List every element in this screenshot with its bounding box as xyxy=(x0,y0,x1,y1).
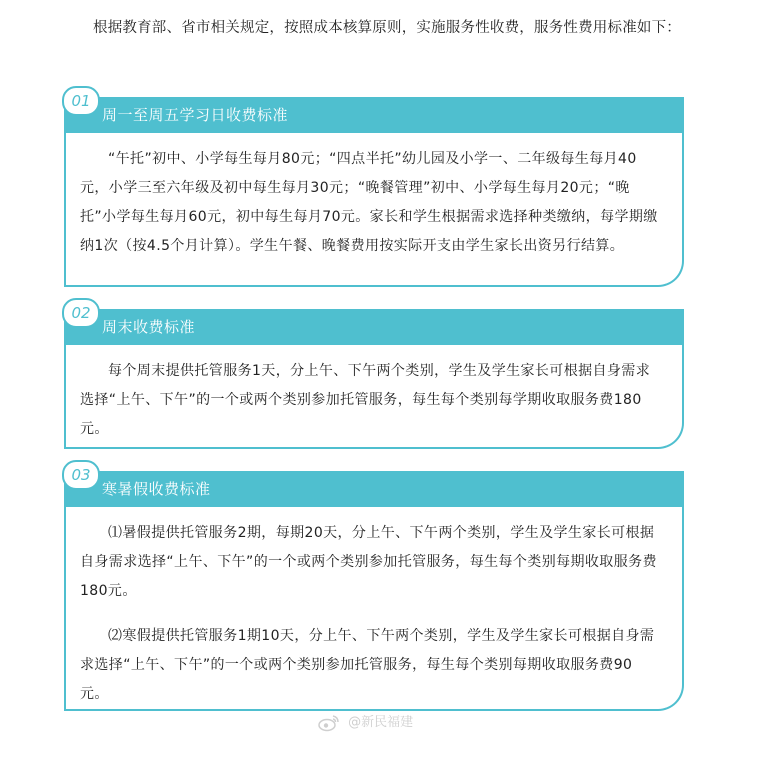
section-header xyxy=(64,471,684,507)
section-body xyxy=(64,507,684,711)
watermark-text: @新民福建 xyxy=(348,715,414,730)
section-title: 寒暑假收费标准 xyxy=(102,480,211,498)
section-paragraph: 每个周末提供托管服务1天，分上午、下午两个类别，学生及学生家长可根据自身需求选择“上午、下午”的一个或两个类别参加托管服务，每生每个类别每学期收取服务费180元。 xyxy=(80,363,651,437)
section-number-badge: 02 xyxy=(62,298,100,328)
section-paragraph: ⑴暑假提供托管服务2期，每期20天，分上午、下午两个类别，学生及学生家长可根据自身需求选择“上午、下午”的一个或两个类别参加托管服务，每生每个类别每期收取服务费180元。 xyxy=(80,525,657,599)
section-body xyxy=(64,345,684,449)
weibo-icon xyxy=(318,714,340,732)
section-paragraph: “午托”初中、小学每生每月80元；“四点半托”幼儿园及小学一、二年级每生每月40元，小学三至六年级及初中每生每月30元；“晚餐管理”初中、小学每生每月20元；“晚托”小学每生每月60元，初中每生每月70元。家长和学生根据需求选择种类缴纳，每学期缴纳1次（按4.5个月计算）。学生午餐、晚餐费用按实际开支由学生家长出资另行结算。 xyxy=(80,151,658,254)
intro-paragraph: 根据教育部、省市相关规定，按照成本核算原则，实施服务性收费，服务性费用标准如下： xyxy=(93,20,681,36)
section-title: 周末收费标准 xyxy=(102,318,196,336)
section-paragraph: ⑵寒假提供托管服务1期10天，分上午、下午两个类别，学生及学生家长可根据自身需求选择“上午、下午”的一个或两个类别参加托管服务，每生每个类别每期收取服务费90元。 xyxy=(80,628,655,702)
watermark xyxy=(318,712,413,734)
section-number-badge: 01 xyxy=(62,86,100,116)
section-title: 周一至周五学习日收费标准 xyxy=(102,106,289,124)
section-body xyxy=(64,133,684,287)
section-header xyxy=(64,97,684,133)
section-header xyxy=(64,309,684,345)
section-number-badge: 03 xyxy=(62,460,100,490)
